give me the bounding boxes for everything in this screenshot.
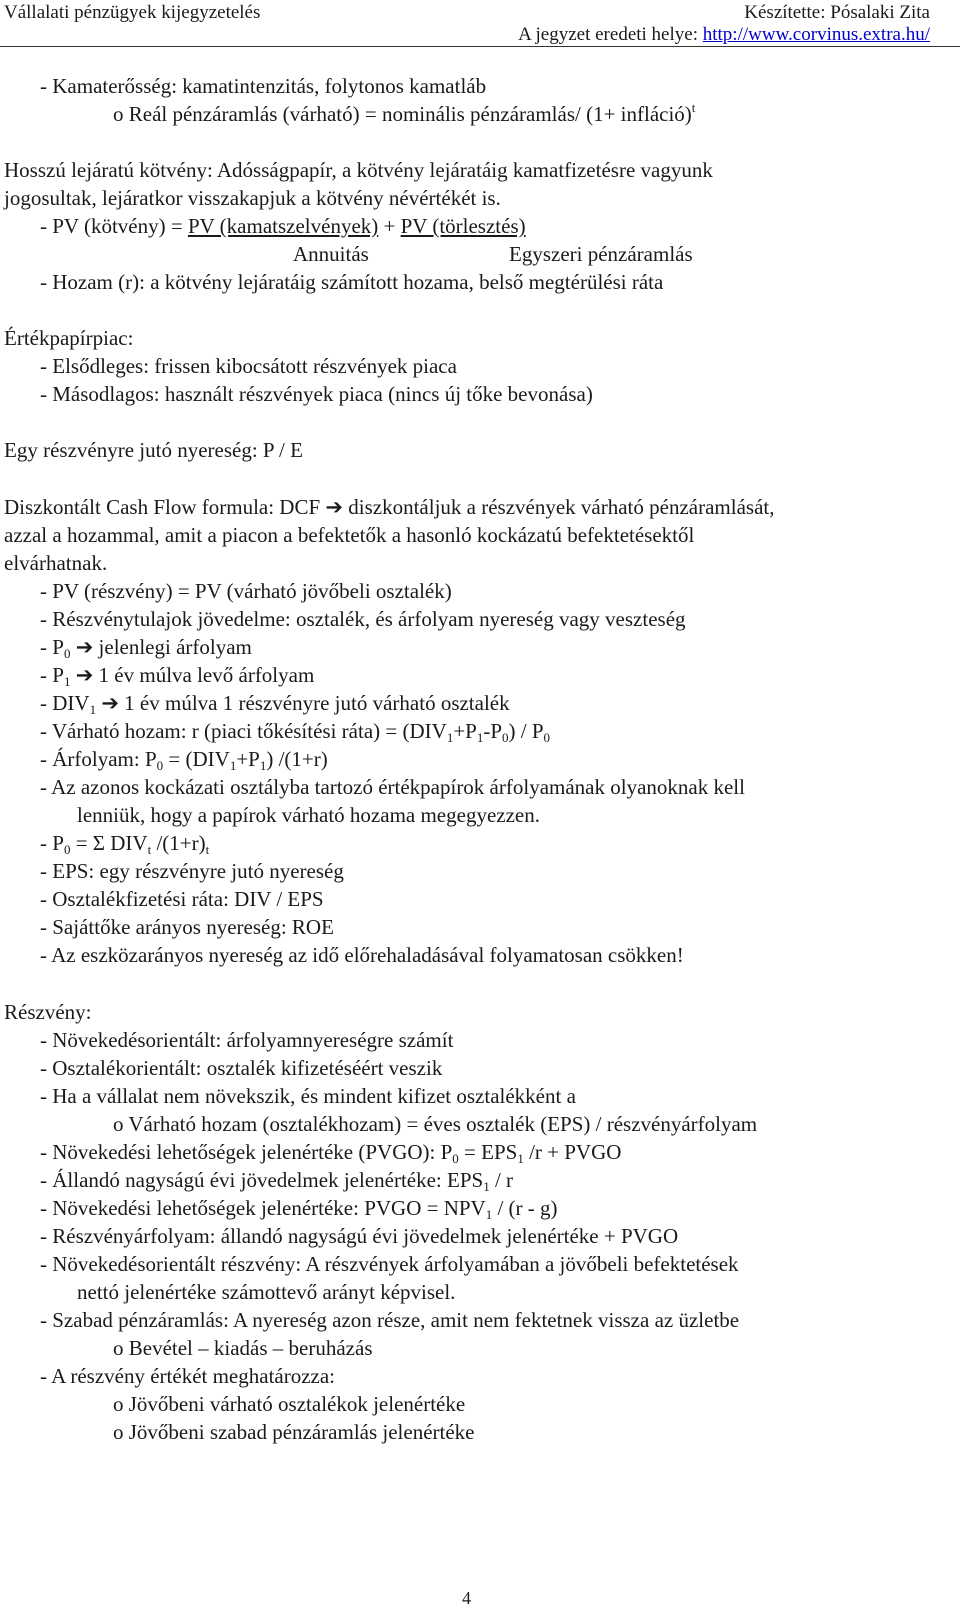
text-line: - $DIV_1$ ➔ 1 év múlva 1 részvényre jutó várható osztalék: [40, 691, 510, 717]
text-line: Egy részvényre jutó nyereség: P / E: [4, 438, 303, 462]
text-line: - Osztalékfizetési ráta: DIV / EPS: [40, 887, 324, 911]
text-line: Részvény:: [4, 1000, 92, 1024]
text-line: - Növekedési lehetőségek jelenértéke (PVGO): $P_0 = EPS_1$ /r + PVGO: [40, 1140, 622, 1166]
text-line: - PV (kötvény) = PV (kamatszelvények) + PV (törlesztés): [40, 214, 526, 238]
header-title: Vállalati pénzügyek kijegyzetelés: [4, 2, 261, 23]
header-author: Készítette: Pósalaki Zita: [744, 2, 930, 23]
text-line: o Reál pénzáramlás (várható) = nominális pénzáramlás/ (1+ infláció)$^t$: [113, 100, 696, 126]
source-link[interactable]: http://www.corvinus.extra.hu/: [702, 24, 930, 45]
text-line: Diszkontált Cash Flow formula: DCF ➔ diszkontáljuk a részvények várható pénzáramlását,: [4, 495, 775, 519]
text-line: - Részvénytulajok jövedelme: osztalék, és árfolyam nyereség vagy veszteség: [40, 607, 686, 631]
text-line: o Bevétel – kiadás – beruházás: [113, 1336, 373, 1360]
text-line: - Elsődleges: frissen kibocsátott részvények piaca: [40, 354, 457, 378]
text-line: - EPS: egy részvényre jutó nyereség: [40, 859, 344, 883]
text-line: - A részvény értékét meghatározza:: [40, 1364, 336, 1388]
text-line: - Ha a vállalat nem növekszik, és mindent kifizet osztalékként a: [40, 1084, 576, 1108]
text-line: Egyszeri pénzáramlás: [509, 242, 693, 266]
text-line: - Növekedési lehetőségek jelenértéke: PVGO = $NPV_1 / (r - g)$: [40, 1196, 558, 1222]
page-number: 4: [462, 1588, 471, 1608]
text-line: lenniük, hogy a papírok várható hozama megegyezzen.: [77, 803, 540, 827]
text-line: o Várható hozam (osztalékhozam) = éves osztalék (EPS) / részvényárfolyam: [113, 1112, 758, 1136]
text-line: o Jövőbeni várható osztalékok jelenértéke: [113, 1392, 466, 1416]
text-line: Értékpapírpiac:: [4, 326, 134, 350]
text-line: - Állandó nagyságú évi jövedelmek jelenértéke: $EPS_1$ / r: [40, 1168, 514, 1194]
text-line: - Osztalékorientált: osztalék kifizetéséért veszik: [40, 1056, 443, 1080]
text-line: - Várható hozam: r (piaci tőkésítési ráta) = $(DIV_1+P_1-P_0) / P_0$: [40, 719, 551, 745]
text-line: - PV (részvény) = PV (várható jövőbeli osztalék): [40, 579, 452, 603]
text-line: - Az azonos kockázati osztályba tartozó értékpapírok árfolyamának olyanoknak kell: [40, 775, 745, 799]
header-rule: [0, 46, 960, 47]
text-line: - $P_0 = \Sigma$ $DIV_t$ $/(1+r)_t$: [40, 831, 210, 857]
text-line: - Az eszközarányos nyereség az idő előrehaladásával folyamatosan csökken!: [40, 943, 684, 967]
text-line: - Hozam (r): a kötvény lejáratáig számított hozama, belső megtérülési ráta: [40, 270, 664, 294]
text-line: Annuitás: [293, 242, 369, 266]
text-line: - $P_0$ ➔ jelenlegi árfolyam: [40, 635, 252, 661]
text-line: - Árfolyam: $P_0 = (DIV_1+P_1)$ /(1+r): [40, 747, 328, 773]
text-line: jogosultak, lejáratkor visszakapjuk a kötvény névértékét is.: [4, 186, 501, 210]
text-line: - Részvényárfolyam: állandó nagyságú évi jövedelmek jelenértéke + PVGO: [40, 1224, 679, 1248]
text-line: elvárhatnak.: [4, 551, 108, 575]
text-line: azzal a hozammal, amit a piacon a befektetők a hasonló kockázatú befektetésektől: [4, 523, 695, 547]
text-line: - $P_1$ ➔ 1 év múlva levő árfolyam: [40, 663, 315, 689]
text-line: - Növekedésorientált: árfolyamnyereségre számít: [40, 1028, 454, 1052]
text-line: - Sajáttőke arányos nyereség: ROE: [40, 915, 334, 939]
text-line: - Kamaterősség: kamatintenzitás, folytonos kamatláb: [40, 74, 487, 98]
text-line: - Szabad pénzáramlás: A nyereség azon része, amit nem fektetnek vissza az üzletbe: [40, 1308, 740, 1332]
text-line: - Másodlagos: használt részvények piaca (nincs új tőke bevonása): [40, 382, 593, 406]
text-line: Hosszú lejáratú kötvény: Adósságpapír, a kötvény lejáratáig kamatfizetésre vagyunk: [4, 158, 713, 182]
text-line: nettó jelenértéke számottevő arányt képvisel.: [77, 1280, 456, 1304]
header-source: [518, 24, 930, 46]
text-line: - Növekedésorientált részvény: A részvények árfolyamában a jövőbeli befektetések: [40, 1252, 739, 1276]
text-line: o Jövőbeni szabad pénzáramlás jelenértéke: [113, 1420, 475, 1444]
header-source-label: A jegyzet eredeti helye:: [518, 24, 703, 45]
